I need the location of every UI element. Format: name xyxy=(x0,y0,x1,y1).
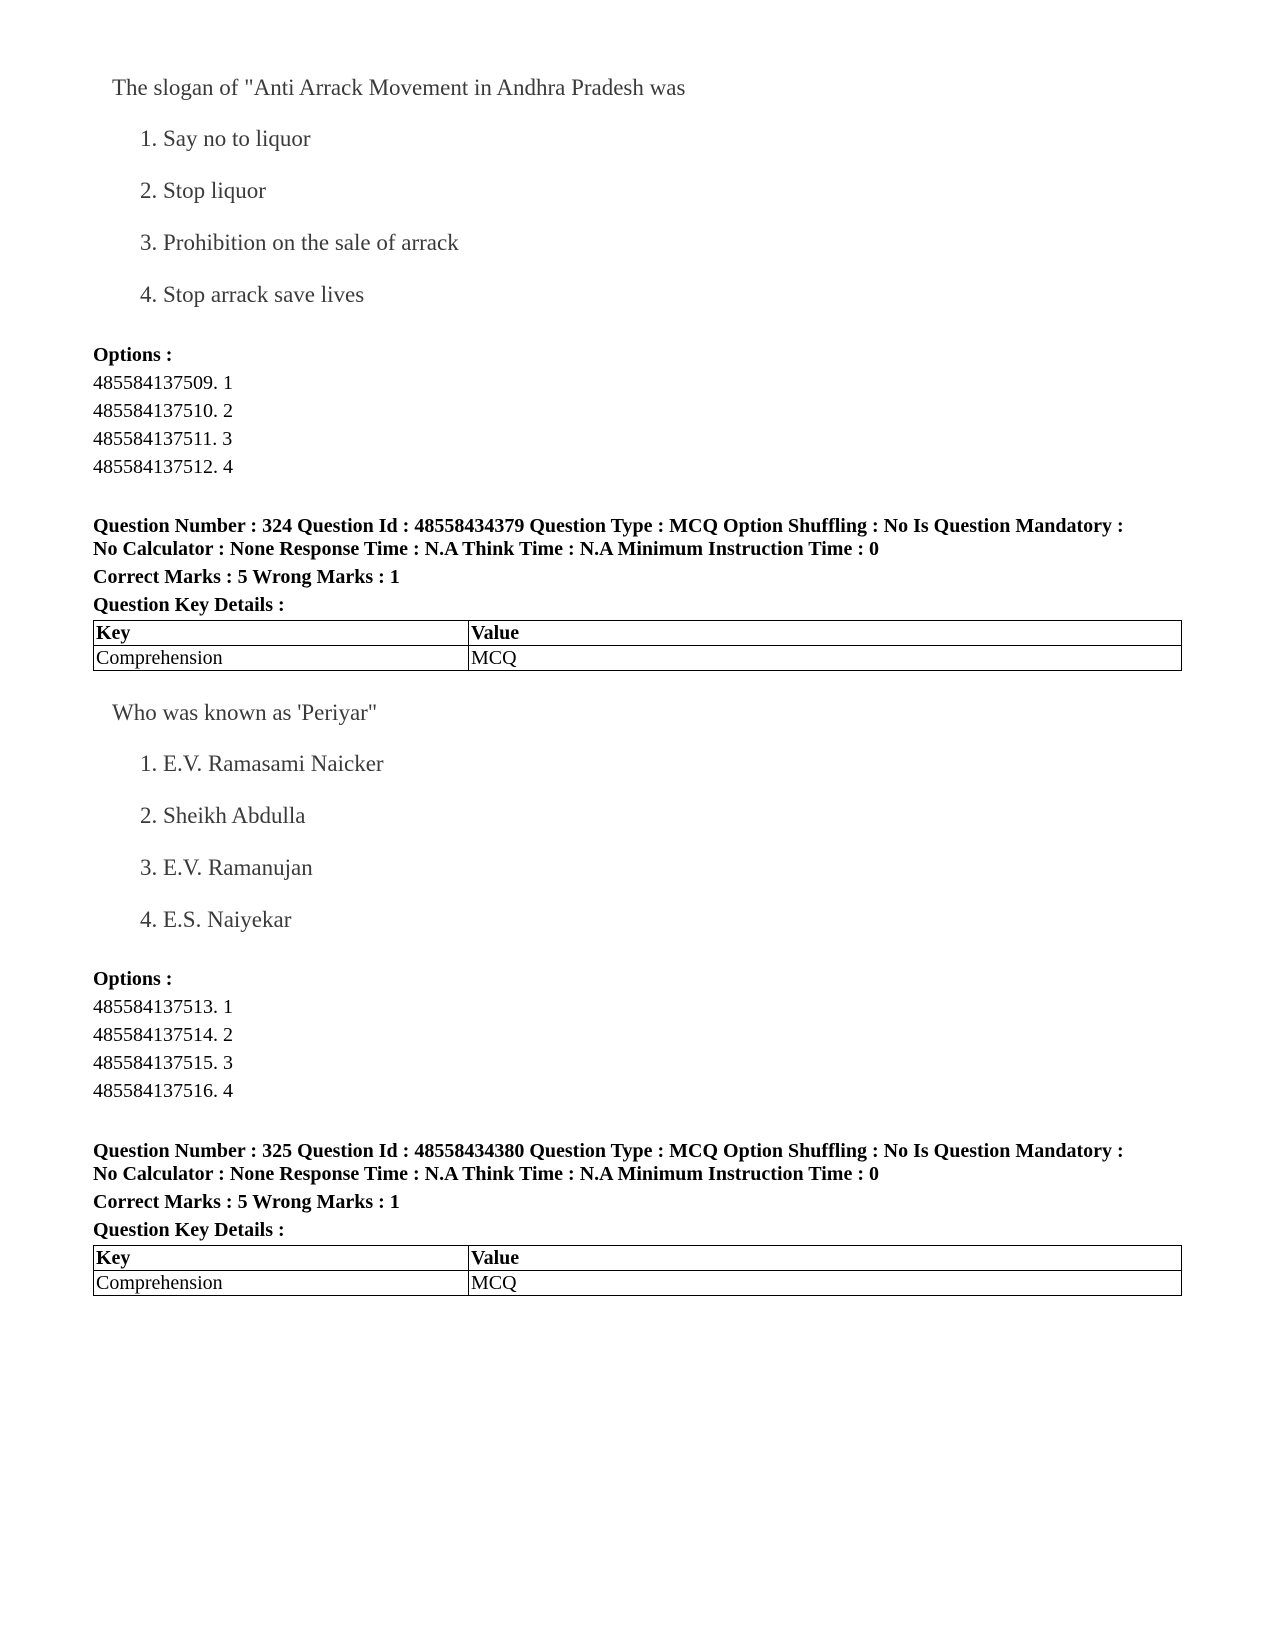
option-item: 485584137514. 2 xyxy=(93,1024,233,1046)
question-marks: Correct Marks : 5 Wrong Marks : 1 xyxy=(93,1191,400,1213)
question-meta-324 xyxy=(93,515,1193,617)
table-cell-value: MCQ xyxy=(469,646,1182,671)
question-key-table xyxy=(93,620,1182,671)
table-header-value: Value xyxy=(469,1246,1182,1271)
question-marks: Correct Marks : 5 Wrong Marks : 1 xyxy=(93,566,400,588)
question-key-details-label: Question Key Details : xyxy=(93,1219,285,1241)
question-stem: The slogan of "Anti Arrack Movement in Andhra Pradesh was xyxy=(112,75,686,100)
question-key-details-label: Question Key Details : xyxy=(93,594,285,616)
question-meta-line-1: Question Number : 324 Question Id : 48558434379 Question Type : MCQ Option Shuffling : No Is Question Mandatory : xyxy=(93,515,1124,537)
question-meta-line-2: No Calculator : None Response Time : N.A Think Time : N.A Minimum Instruction Time : 0 xyxy=(93,1163,879,1185)
question-image-1 xyxy=(112,74,912,307)
question-choice-4: 4. E.S. Naiyekar xyxy=(140,907,292,932)
table-header-row xyxy=(94,621,1182,646)
option-item: 485584137510. 2 xyxy=(93,400,233,422)
option-item: 485584137515. 3 xyxy=(93,1052,233,1074)
question-choice-3: 3. E.V. Ramanujan xyxy=(140,855,313,880)
option-item: 485584137513. 1 xyxy=(93,996,233,1018)
question-meta-325 xyxy=(93,1140,1193,1242)
table-row xyxy=(94,646,1182,671)
table-header-row xyxy=(94,1246,1182,1271)
question-choice-4: 4. Stop arrack save lives xyxy=(140,282,365,307)
option-item: 485584137509. 1 xyxy=(93,372,233,394)
question-choice-3: 3. Prohibition on the sale of arrack xyxy=(140,230,459,255)
options-label: Options : xyxy=(93,968,173,990)
table-header-value: Value xyxy=(469,621,1182,646)
question-choice-2: 2. Stop liquor xyxy=(140,178,266,203)
table-header-key: Key xyxy=(94,1246,469,1271)
table-cell-value: MCQ xyxy=(469,1271,1182,1296)
option-item: 485584137512. 4 xyxy=(93,456,233,478)
question-image-2 xyxy=(112,699,912,932)
question-choice-2: 2. Sheikh Abdulla xyxy=(140,803,306,828)
table-cell-key: Comprehension xyxy=(94,646,469,671)
table-row xyxy=(94,1271,1182,1296)
question-meta-line-1: Question Number : 325 Question Id : 48558434380 Question Type : MCQ Option Shuffling : No Is Question Mandatory : xyxy=(93,1140,1124,1162)
question-meta-line-2: No Calculator : None Response Time : N.A Think Time : N.A Minimum Instruction Time : 0 xyxy=(93,538,879,560)
question-stem: Who was known as 'Periyar" xyxy=(112,700,378,725)
option-item: 485584137516. 4 xyxy=(93,1080,233,1102)
options-block-1 xyxy=(93,341,693,481)
options-block-2 xyxy=(93,965,693,1105)
question-choice-1: 1. Say no to liquor xyxy=(140,126,311,151)
table-cell-key: Comprehension xyxy=(94,1271,469,1296)
options-label: Options : xyxy=(93,344,173,366)
question-choice-1: 1. E.V. Ramasami Naicker xyxy=(140,751,384,776)
option-item: 485584137511. 3 xyxy=(93,428,233,450)
table-header-key: Key xyxy=(94,621,469,646)
question-key-table xyxy=(93,1245,1182,1296)
